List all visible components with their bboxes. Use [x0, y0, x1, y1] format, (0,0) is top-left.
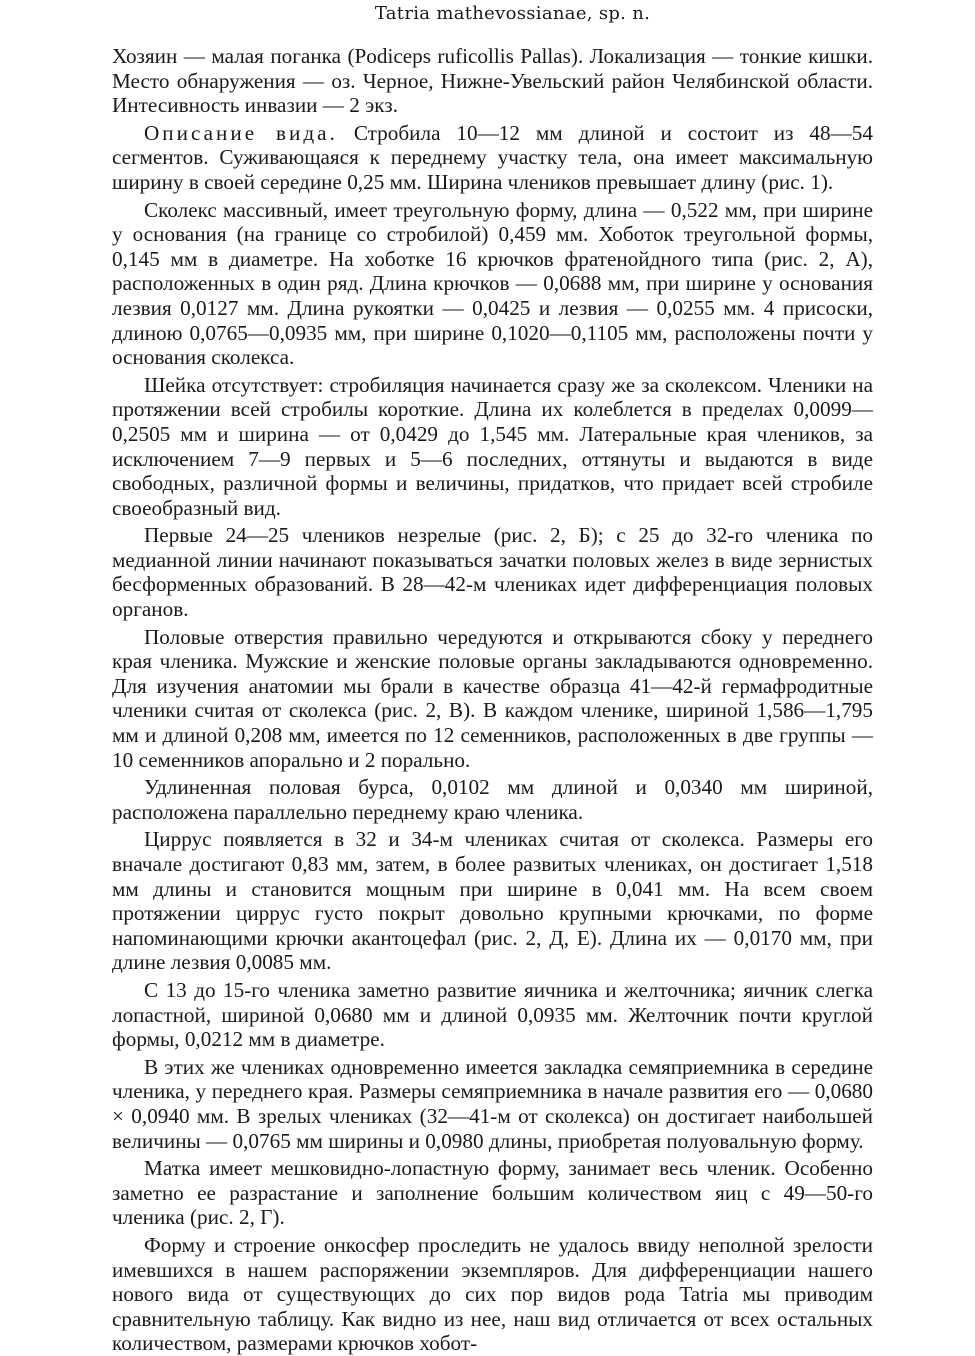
- paragraph-oncospheres: Форму и строение онкосфер проследить не удалось ввиду неполной зрелости имевшихся в нашем распоряжении экземпляров. Для дифференциации нашего нового вида от существующих до сих пор видов рода Tatria мы приводим сравнительную таблицу. Как видно из нее, наш вид отличается от всех остальных количеством, размерами крючков хобот-: [112, 1232, 873, 1356]
- paragraph-lead: Описание вида.: [144, 120, 338, 145]
- paragraph-ovary: С 13 до 15-го членика заметно развитие яичника и желточника; яичник слегка лопастной, шириной 0,0680 мм и длиной 0,0935 мм. Желточник почти круглой формы, 0,0212 мм в диаметре.: [112, 977, 873, 1052]
- paragraph-cirrus-sac: Удлиненная половая бурса, 0,0102 мм длиной и 0,0340 мм шириной, расположена параллельно переднему краю членика.: [112, 775, 873, 824]
- paragraph-uterus: Матка имеет мешковидно-лопастную форму, занимает весь членик. Особенно заметно ее разрастание и заполнение большим количеством яиц с 49—50-го членика (рис. 2, Г).: [112, 1156, 873, 1230]
- paragraph-immature-segments: Первые 24—25 члеников незрелые (рис. 2, Б); с 25 до 32-го членика по медианной линии начинают показываться зачатки половых желез в виде зернистых бесформенных образований. В 28—42-м члениках идет дифференциация половых органов.: [112, 523, 873, 622]
- paragraph-genital-openings: Половые отверстия правильно чередуются и открываются сбоку у переднего края членика. Мужские и женские половые органы закладываются одновременно. Для изучения анатомии мы брали в качестве образца 41—42-й гермафродитные членики считая от сколекса (рис. 2, В). В каждом членике, шириной 1,586—1,795 мм и длиной 0,208 мм, имеется по 12 семенников, расположенных в две группы — 10 семенников апорально и 2 порально.: [112, 624, 873, 772]
- paragraph-cirrus: Циррус появляется в 32 и 34-м члениках считая от сколекса. Размеры его вначале достигают 0,83 мм, затем, в более развитых члениках, он достигает 1,518 мм длины и становится мощным при ширине в 0,041 мм. На всем своем протяжении циррус густо покрыт довольно крупными крючками, по форме напоминающими крючки акантоцефал (рис. 2, Д, Е). Длина их — 0,0170 мм, при длине лезвия 0,0085 мм.: [112, 827, 873, 975]
- paragraph-description-text: Стробила 10—12 мм длиной и состоит из 48—54 сегментов. Суживающаяся к переднему участку тела, она имеет максимальную ширину в своей середине 0,25 мм. Ширина члеников превышает длину (рис. 1).: [112, 120, 873, 194]
- article-body: [112, 44, 873, 1356]
- paragraph-neck: Шейка отсутствует: стробиляция начинается сразу же за сколексом. Членики на протяжении всей стробилы короткие. Длина их колеблется в пределах 0,0099—0,2505 мм и ширина — от 0,0429 до 1,545 мм. Латеральные края члеников, за исключением 7—9 первых и 5—6 последних, оттянуты и выдаются в виде свободных, различной формы и величины, придатков, что придает всей стробиле своеобразный вид.: [112, 372, 873, 520]
- paragraph-description: [112, 121, 873, 195]
- paragraph-host: Хозяин — малая поганка (Podiceps ruficollis Pallas). Локализация — тонкие кишки. Место обнаружения — оз. Черное, Нижне-Увельский район Челябинской области. Интесивность инвазии — 2 экз.: [112, 44, 873, 118]
- paragraph-scolex: Сколекс массивный, имеет треугольную форму, длина — 0,522 мм, при ширине у основания (на границе со стробилой) 0,459 мм. Хоботок треугольной формы, 0,145 мм в диаметре. На хоботке 16 крючков фратенойдного типа (рис. 2, А), расположенных в один ряд. Длина крючков — 0,0688 мм, при ширине у основания лезвия 0,0127 мм. Длина рукоятки — 0,0425 и лезвия — 0,0255 мм. 4 присоски, длиною 0,0765—0,0935 мм, при ширине 0,1020—0,1105 мм, расположены почти у основания сколекса.: [112, 197, 873, 370]
- page-title: Tatria mathevossianae, sp. n.: [374, 3, 651, 24]
- paragraph-seminal-receptacle: В этих же члениках одновременно имеется закладка семяприемника в середине членика, у переднего края. Размеры семяприемника в начале развития его — 0,0680 × 0,0940 мм. В зрелых члениках (32—41-м от сколекса) он достигает наибольшей величины — 0,0765 мм ширины и 0,0980 длины, приобретая полуовальную форму.: [112, 1054, 873, 1153]
